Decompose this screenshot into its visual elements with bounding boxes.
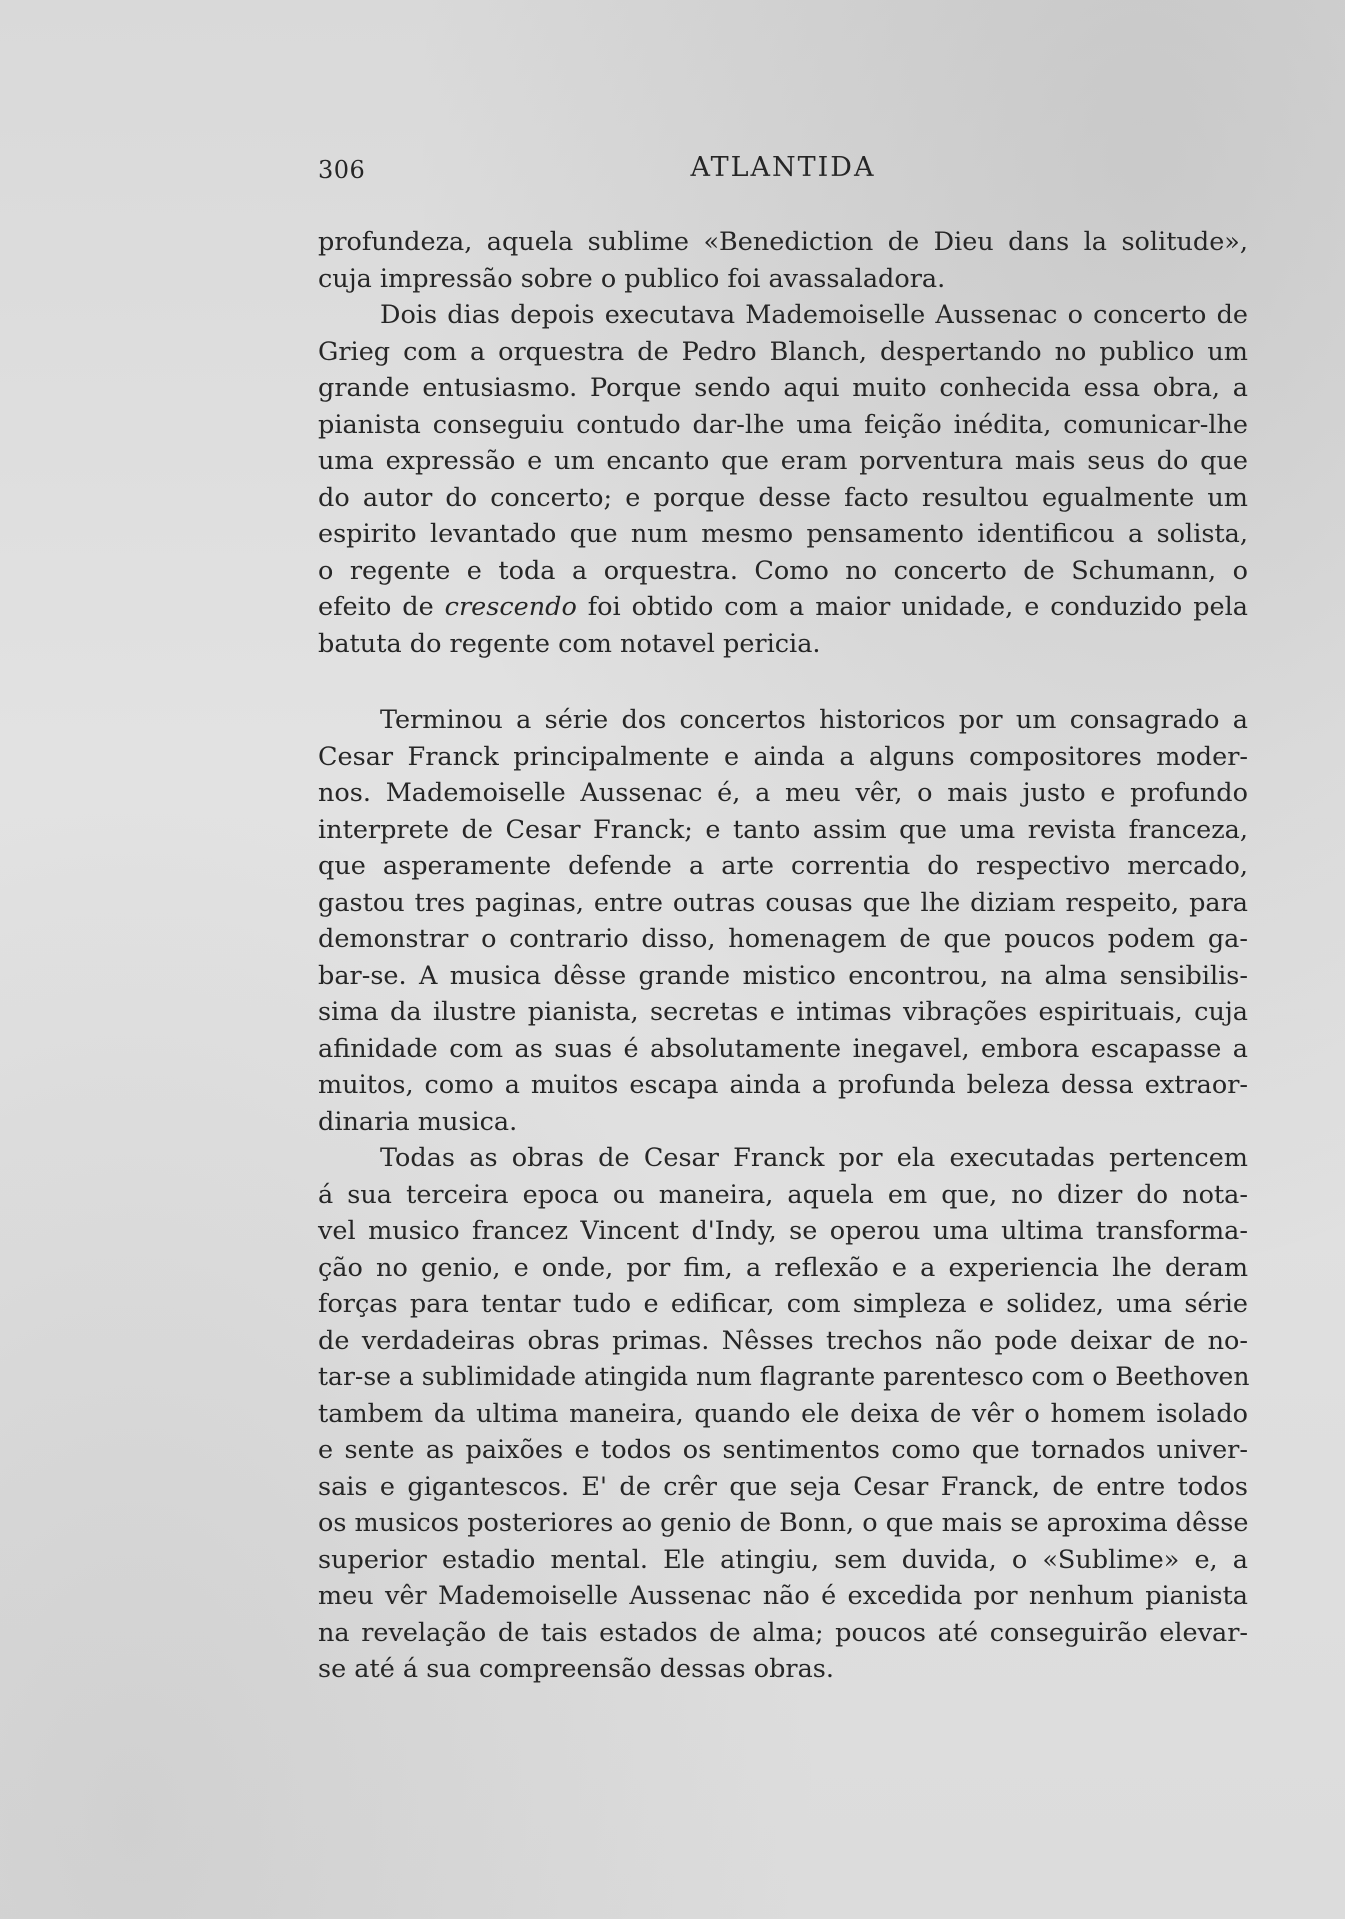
text-line: á sua terceira epoca ou maneira, aquela em que, no dizer do nota- xyxy=(318,1179,1248,1210)
running-title: ATLANTIDA xyxy=(690,152,876,183)
text-line: demonstrar o contrario disso, homenagem de que poucos podem ga- xyxy=(318,924,1248,954)
text-line: se até á sua compreensão dessas obras. xyxy=(318,1654,834,1684)
text-line: sima da ilustre pianista, secretas e intimas vibrações espirituais, cuja xyxy=(318,997,1248,1027)
text-line: tar-se a sublimidade atingida num flagrante parentesco com o Beethoven xyxy=(318,1362,1250,1391)
text-fragment: efeito de xyxy=(318,592,445,622)
paragraph-3 xyxy=(318,702,1248,1140)
text-line: interprete de Cesar Franck; e tanto assim que uma revista franceza, xyxy=(318,814,1248,845)
text-line: ção no genio, e onde, por fim, a reflexão e a experiencia lhe deram xyxy=(318,1252,1248,1283)
text-line: uma expressão e um encanto que eram porventura mais seus do que xyxy=(318,446,1248,476)
text-line: Dois dias depois executava Mademoiselle Aussenac o concerto de xyxy=(380,300,1248,330)
text-line: nos. Mademoiselle Aussenac é, a meu vêr, o mais justo e profundo xyxy=(318,778,1248,808)
text-line: do autor do concerto; e porque desse facto resultou egualmente um xyxy=(318,482,1248,513)
text-line-italic xyxy=(318,589,1248,626)
text-line: de verdadeiras obras primas. Nêsses trechos não pode deixar de no- xyxy=(318,1325,1248,1356)
text-line: Grieg com a orquestra de Pedro Blanch, despertando no publico um xyxy=(318,336,1248,367)
text-line: que asperamente defende a arte correntia do respectivo mercado, xyxy=(318,851,1248,881)
text-line: espirito levantado que num mesmo pensamento identificou a solista, xyxy=(318,519,1248,549)
text-line: sais e gigantescos. E' de crêr que seja Cesar Franck, de entre todos xyxy=(318,1471,1248,1502)
body-text xyxy=(318,224,1248,1688)
text-line: batuta do regente com notavel pericia. xyxy=(318,628,821,659)
text-line: profundeza, aquela sublime «Benediction de Dieu dans la solitude», xyxy=(318,227,1248,257)
text-line: pianista conseguiu contudo dar-lhe uma feição inédita, comunicar-lhe xyxy=(318,409,1248,440)
text-line: bar-se. A musica dêsse grande mistico encontrou, na alma sensibilis- xyxy=(318,960,1248,991)
text-line: Terminou a série dos concertos historicos por um consagrado a xyxy=(380,705,1248,735)
text-line: vel musico francez Vincent d'Indy, se operou uma ultima transforma- xyxy=(318,1216,1248,1246)
text-line: forças para tentar tudo e edificar, com simpleza e solidez, uma série xyxy=(318,1289,1248,1319)
text-line: os musicos posteriores ao genio de Bonn, o que mais se aproxima dêsse xyxy=(318,1508,1249,1538)
text-line: Cesar Franck principalmente e ainda a alguns compositores moder- xyxy=(318,741,1248,772)
text-line: Todas as obras de Cesar Franck por ela executadas pertencem xyxy=(380,1143,1248,1173)
text-fragment: foi obtido com a maior unidade, e conduzido pela xyxy=(576,592,1248,622)
text-line: na revelação de tais estados de alma; poucos até conseguirão elevar- xyxy=(318,1617,1248,1648)
text-line: muitos, como a muitos escapa ainda a profunda beleza dessa extraor- xyxy=(318,1070,1248,1100)
italic-term: crescendo xyxy=(444,592,577,622)
text-line: dinaria musica. xyxy=(318,1106,518,1137)
paragraph-gap xyxy=(318,662,1248,702)
paragraph-4 xyxy=(318,1140,1248,1688)
text-line: e sente as paixões e todos os sentimentos como que tornados univer- xyxy=(318,1435,1248,1465)
text-line: o regente e toda a orquestra. Como no concerto de Schumann, o xyxy=(318,555,1248,586)
text-line: afinidade com as suas é absolutamente inegavel, embora escapasse a xyxy=(318,1033,1248,1064)
text-line: gastou tres paginas, entre outras cousas que lhe diziam respeito, para xyxy=(318,887,1248,918)
paragraph-1 xyxy=(318,224,1248,297)
text-line: meu vêr Mademoiselle Aussenac não é excedida por nenhum pianista xyxy=(318,1581,1248,1611)
paragraph-2 xyxy=(318,297,1248,662)
text-line: cuja impressão sobre o publico foi avassaladora. xyxy=(318,263,946,294)
page-number: 306 xyxy=(318,156,366,184)
text-line: superior estadio mental. Ele atingiu, sem duvida, o «Sublime» e, a xyxy=(318,1544,1248,1575)
text-line: tambem da ultima maneira, quando ele deixa de vêr o homem isolado xyxy=(318,1398,1248,1429)
text-line: grande entusiasmo. Porque sendo aqui muito conhecida essa obra, a xyxy=(318,373,1248,403)
running-head xyxy=(318,152,1248,192)
